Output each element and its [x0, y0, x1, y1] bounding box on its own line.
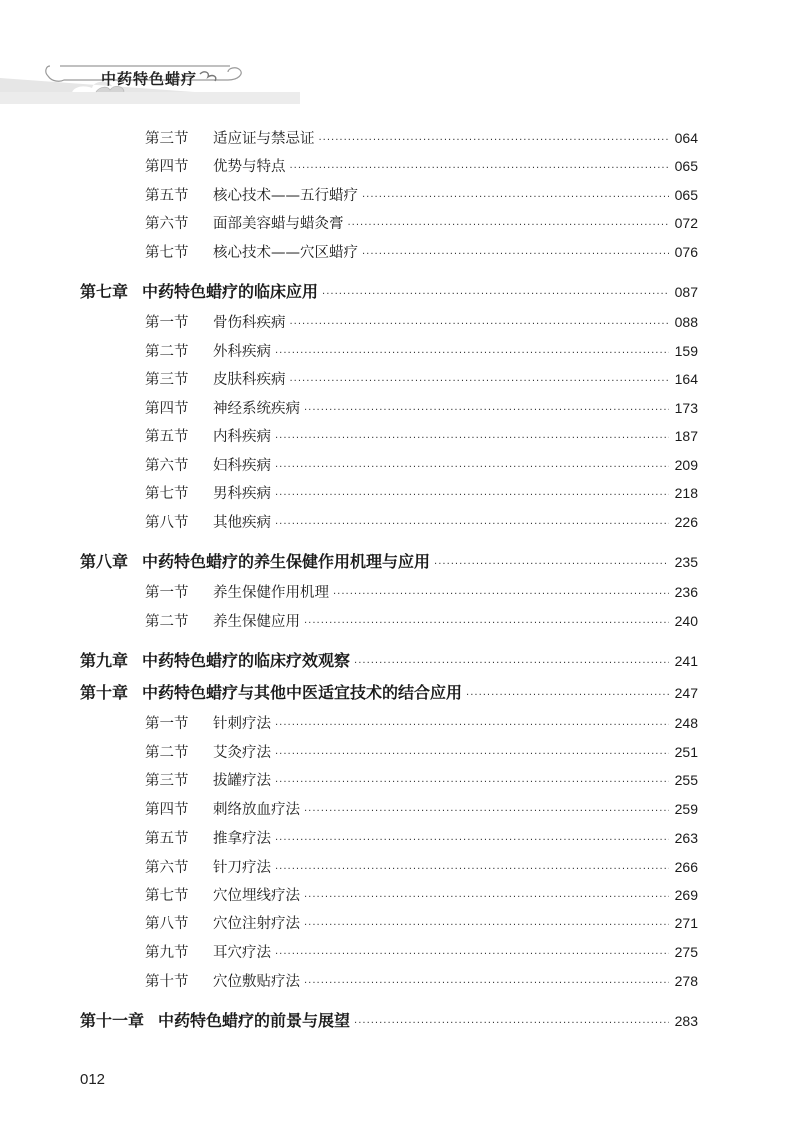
entry-page-number: 255: [674, 772, 698, 788]
entry-title: 内科疾病: [213, 429, 271, 445]
entry-title: 妇科疾病: [213, 458, 271, 474]
dot-leader: [275, 348, 669, 359]
dot-leader: [290, 163, 669, 174]
header-title: 中药特色蜡疗: [101, 70, 198, 88]
entry-label: 第二节: [145, 745, 189, 761]
toc-section-entry[interactable]: [145, 798, 698, 819]
entry-title: 中药特色蜡疗的临床疗效观察: [142, 651, 351, 670]
toc-section-entry[interactable]: [145, 184, 698, 205]
entry-title: 优势与特点: [213, 159, 286, 175]
entry-title: 骨伤科疾病: [213, 315, 286, 331]
entry-label: 第三节: [145, 773, 189, 789]
toc-section-entry[interactable]: [145, 610, 698, 631]
toc-chapter-entry[interactable]: [80, 680, 698, 703]
entry-title: 神经系统疾病: [213, 401, 300, 417]
dot-leader: [466, 690, 669, 701]
entry-title: 穴位注射疗法: [213, 916, 300, 932]
entry-page-number: 173: [674, 400, 698, 416]
toc-section-entry[interactable]: [145, 970, 698, 991]
dot-leader: [304, 920, 669, 931]
entry-title: 中药特色蜡疗的养生保健作用机理与应用: [142, 552, 431, 571]
dot-leader: [362, 249, 669, 260]
entry-title: 艾灸疗法: [213, 745, 271, 761]
dot-leader: [275, 519, 669, 530]
dot-leader: [290, 376, 669, 387]
dot-leader: [275, 749, 669, 760]
entry-title: 养生保健应用: [213, 614, 300, 630]
toc-section-entry[interactable]: [145, 311, 698, 332]
entry-page-number: 065: [674, 158, 698, 174]
entry-page-number: 269: [674, 887, 698, 903]
entry-title: 刺络放血疗法: [213, 802, 300, 818]
toc-section-entry[interactable]: [145, 941, 698, 962]
dot-leader: [304, 405, 669, 416]
toc-section-entry[interactable]: [145, 340, 698, 361]
entry-page-number: 271: [674, 915, 698, 931]
dot-leader: [333, 589, 669, 600]
dot-leader: [354, 658, 669, 669]
toc-section-entry[interactable]: [145, 741, 698, 762]
entry-label: 第一节: [145, 716, 189, 732]
dot-leader: [304, 618, 669, 629]
entry-label: 第八节: [145, 515, 189, 531]
dot-leader: [348, 220, 669, 231]
entry-page-number: 209: [674, 457, 698, 473]
dot-leader: [275, 433, 669, 444]
entry-title: 核心技术——穴区蜡疗: [213, 245, 358, 261]
entry-title: 中药特色蜡疗的临床应用: [142, 282, 319, 301]
toc-section-entry[interactable]: [145, 241, 698, 262]
entry-title: 穴位敷贴疗法: [213, 974, 300, 990]
toc-section-entry[interactable]: [145, 856, 698, 877]
dot-leader: [304, 806, 669, 817]
entry-label: 第三节: [145, 372, 189, 388]
dot-leader: [322, 289, 669, 300]
entry-page-number: 278: [674, 973, 698, 989]
dot-leader: [434, 559, 669, 570]
entry-title: 针刀疗法: [213, 860, 271, 876]
entry-page-number: 266: [674, 859, 698, 875]
entry-label: 第五节: [145, 429, 189, 445]
toc-section-entry[interactable]: [145, 212, 698, 233]
toc-chapter-entry[interactable]: [80, 549, 698, 572]
entry-title: 耳穴疗法: [213, 945, 271, 961]
entry-title: 针刺疗法: [213, 716, 271, 732]
dot-leader: [275, 720, 669, 731]
entry-label: 第三节: [145, 131, 189, 147]
entry-label: 第九节: [145, 945, 189, 961]
entry-page-number: 088: [674, 314, 698, 330]
entry-label: 第七节: [145, 245, 189, 261]
toc-section-entry[interactable]: [145, 155, 698, 176]
entry-page-number: 283: [674, 1013, 698, 1029]
entry-title: 养生保健作用机理: [213, 585, 329, 601]
entry-title: 皮肤科疾病: [213, 372, 286, 388]
entry-label: 第十章: [80, 683, 129, 702]
entry-page-number: 247: [674, 685, 698, 701]
entry-label: 第二节: [145, 344, 189, 360]
toc-section-entry[interactable]: [145, 425, 698, 446]
entry-page-number: 187: [674, 428, 698, 444]
entry-page-number: 076: [674, 244, 698, 260]
dot-leader: [304, 978, 669, 989]
dot-leader: [275, 462, 669, 473]
dot-leader: [275, 777, 669, 788]
entry-title: 其他疾病: [213, 515, 271, 531]
entry-page-number: 263: [674, 830, 698, 846]
dot-leader: [275, 864, 669, 875]
entry-page-number: 259: [674, 801, 698, 817]
entry-page-number: 251: [674, 744, 698, 760]
entry-label: 第七节: [145, 486, 189, 502]
entry-page-number: 087: [674, 284, 698, 300]
entry-page-number: 226: [674, 514, 698, 530]
entry-title: 中药特色蜡疗与其他中医适宜技术的结合应用: [142, 683, 463, 702]
toc-chapter-entry[interactable]: [80, 648, 698, 671]
entry-page-number: 072: [674, 215, 698, 231]
entry-label: 第八章: [80, 552, 129, 571]
entry-page-number: 164: [674, 371, 698, 387]
entry-title: 外科疾病: [213, 344, 271, 360]
page-number: 012: [80, 1071, 106, 1088]
entry-page-number: 064: [674, 130, 698, 146]
dot-leader: [354, 1018, 669, 1029]
entry-label: 第一节: [145, 585, 189, 601]
entry-page-number: 240: [674, 613, 698, 629]
entry-label: 第六节: [145, 216, 189, 232]
toc-section-entry[interactable]: [145, 368, 698, 389]
entry-title: 核心技术——五行蜡疗: [213, 188, 358, 204]
toc-section-entry[interactable]: [145, 769, 698, 790]
cloud-banner-decoration: [0, 0, 800, 110]
toc-section-entry[interactable]: [145, 454, 698, 475]
entry-page-number: 275: [674, 944, 698, 960]
toc-section-entry[interactable]: [145, 511, 698, 532]
entry-label: 第六节: [145, 458, 189, 474]
entry-title: 面部美容蜡与蜡灸膏: [213, 216, 344, 232]
entry-title: 推拿疗法: [213, 831, 271, 847]
running-header: [0, 0, 800, 110]
dot-leader: [290, 319, 669, 330]
entry-label: 第四节: [145, 401, 189, 417]
entry-label: 第十一章: [80, 1011, 145, 1030]
entry-label: 第十节: [145, 974, 189, 990]
dot-leader: [275, 835, 669, 846]
entry-label: 第七节: [145, 888, 189, 904]
entry-page-number: 236: [674, 584, 698, 600]
entry-title: 拔罐疗法: [213, 773, 271, 789]
entry-title: 穴位埋线疗法: [213, 888, 300, 904]
toc-chapter-entry[interactable]: [80, 1008, 698, 1031]
entry-label: 第一节: [145, 315, 189, 331]
dot-leader: [304, 892, 669, 903]
entry-page-number: 065: [674, 187, 698, 203]
toc-chapter-entry[interactable]: [80, 279, 698, 302]
toc-section-entry[interactable]: [145, 127, 698, 148]
dot-leader: [362, 192, 669, 203]
toc-section-entry[interactable]: [145, 581, 698, 602]
entry-label: 第五节: [145, 831, 189, 847]
entry-label: 第二节: [145, 614, 189, 630]
entry-label: 第九章: [80, 651, 129, 670]
entry-label: 第五节: [145, 188, 189, 204]
dot-leader: [275, 949, 669, 960]
dot-leader: [275, 490, 669, 501]
entry-title: 适应证与禁忌证: [213, 131, 315, 147]
entry-title: 男科疾病: [213, 486, 271, 502]
entry-title: 中药特色蜡疗的前景与展望: [158, 1011, 351, 1030]
entry-label: 第七章: [80, 282, 129, 301]
entry-page-number: 159: [674, 343, 698, 359]
toc-section-entry[interactable]: [145, 397, 698, 418]
entry-page-number: 241: [674, 653, 698, 669]
toc-section-entry[interactable]: [145, 827, 698, 848]
dot-leader: [319, 135, 669, 146]
entry-page-number: 248: [674, 715, 698, 731]
toc-section-entry[interactable]: [145, 712, 698, 733]
entry-label: 第四节: [145, 159, 189, 175]
entry-page-number: 235: [674, 554, 698, 570]
toc-section-entry[interactable]: [145, 482, 698, 503]
toc-section-entry[interactable]: [145, 884, 698, 905]
entry-label: 第四节: [145, 802, 189, 818]
entry-label: 第八节: [145, 916, 189, 932]
toc-section-entry[interactable]: [145, 912, 698, 933]
entry-page-number: 218: [674, 485, 698, 501]
entry-label: 第六节: [145, 860, 189, 876]
